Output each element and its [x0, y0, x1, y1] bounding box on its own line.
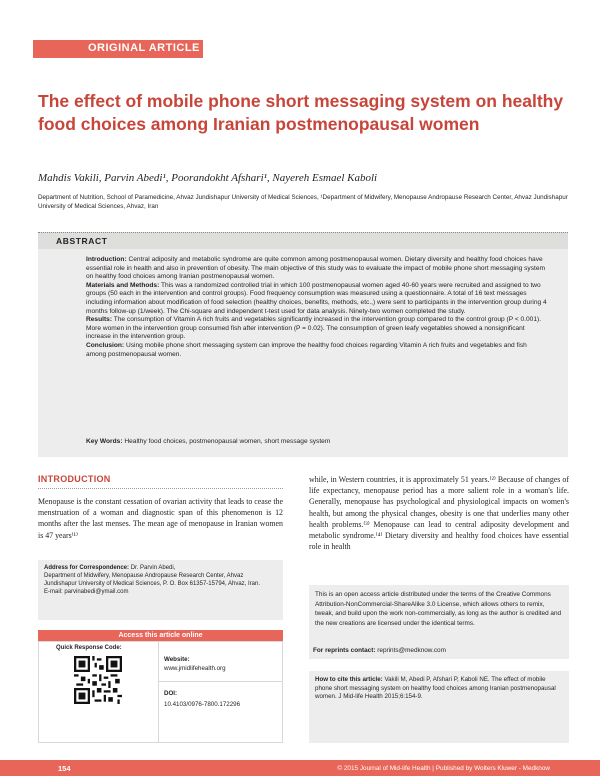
abstract-intro-label: Introduction: [86, 256, 127, 263]
section-label: ORIGINAL ARTICLE [88, 42, 200, 54]
correspondence-address: Department of Midwifery, Menopause Andropause Research Center, Ahvaz Jundishapur University of Medical Sciences, P. O. Box 61357-15794, Ahvaz, Iran. [44, 573, 261, 587]
reprints-email[interactable]: reprints@medknow.com [375, 647, 446, 654]
access-divider-horizontal [158, 681, 283, 682]
doi-label: DOI: [164, 690, 178, 697]
abstract-results-text: The consumption of Vitamin A rich fruits and vegetables significantly increased in the intervention group compared to the control group (P < 0.001). More women in the intervention group consumed fish after intervention (P = 0.02). The consumption of green leafy vegetables showed a nonsignificant increase in the intervention group. [86, 316, 542, 341]
reprints-line [313, 647, 446, 654]
citation-label: How to cite this article: [315, 676, 383, 683]
keywords [86, 438, 548, 445]
correspondence-name: Dr. Parvin Abedi, [129, 565, 176, 571]
abstract-heading: ABSTRACT [56, 236, 108, 246]
abstract-conclusion-label: Conclusion: [86, 341, 125, 349]
website-label: Website: [164, 656, 190, 663]
correspondence-label: Address for Correspondence: [44, 565, 130, 571]
reprints-label: For reprints contact: [313, 647, 376, 654]
abstract-methods-text: This was a randomized controlled trial in which 100 postmenopausal women aged 40-60 years were recruited and assigned to two groups (50 each in the intervention and control groups). Food frequency consumption was measured using a questionnaire. A total of 16 text messages including information about modification of food selection (healthy choices, benefits, methods, etc.,) were sent to participants in the intervention group during 4 months follow-up (1/week). The Chi-square and independent t-test used for data analysis. Ninety-two women completed the study. [86, 281, 547, 315]
abstract-body [86, 256, 548, 359]
abstract-methods-label: Materials and Methods: [86, 281, 160, 289]
introduction-heading: INTRODUCTION [38, 474, 111, 484]
abstract-conclusion [86, 342, 548, 359]
website-link[interactable]: www.jmidlifehealth.org [164, 665, 226, 672]
qr-code[interactable] [74, 656, 122, 704]
abstract-methods [86, 282, 548, 316]
keywords-label: Key Words: [86, 438, 123, 445]
license-text: This is an open access article distributed under the terms of the Creative Commons Attribution-NonCommercial-ShareAlike 3.0 License, which allows others to remix, tweak, and build upon the work non-commercially, as long as the author is credited and the new creations are licensed under the identical terms. [315, 591, 562, 627]
citation-text: Vakili M, Abedi P, Afshari P, Kaboli NE. The effect of mobile phone short messaging system on healthy food choices among Iranian postmenopausal women. J Mid-life Health 2015;6:154-9. [315, 676, 556, 701]
correspondence-email[interactable]: E-mail: parvinabedi@ymail.com [44, 589, 129, 595]
abstract-conclusion-text: Using mobile phone short messaging system can improve the healthy food choices regarding Vitamin A rich fruits and vegetables and fish among postmenopausal women. [86, 341, 527, 358]
abstract-header [38, 232, 568, 249]
access-online-header: Access this article online [38, 630, 283, 641]
correspondence-box [38, 560, 283, 620]
access-divider-vertical [158, 641, 159, 743]
citation-box [309, 671, 569, 743]
page-number: 154 [58, 764, 71, 773]
footer-copyright: © 2015 Journal of Mid-life Health | Published by Wolters Kluwer - Medknow [337, 765, 550, 772]
doi-value[interactable]: 10.4103/0976-7800.172296 [164, 701, 241, 708]
section-divider [38, 488, 283, 489]
qr-code-icon [74, 656, 122, 704]
article-title: The effect of mobile phone short messaging system on healthy food choices among Iranian postmenopausal women [38, 91, 564, 134]
abstract-introduction [86, 256, 548, 282]
keywords-text: Healthy food choices, postmenopausal women, short message system [122, 438, 331, 445]
abstract-intro-text: Central adiposity and metabolic syndrome are quite common among postmenopausal women. Dietary diversity and healthy food choices have essential role in health and also in prevention of obesity. The main objective of this study was to evaluate the impact of mobile phone short messaging system on healthy food choices among Iranian postmenopausal women. [86, 256, 546, 281]
affiliations: Department of Nutrition, School of Paramedicine, Ahvaz Jundishapur University of Medical Sciences, ¹Department of Midwifery, Menopause Andropause Research Center, Ahvaz Jundishapur University of Medical Sciences, Ahvaz, Iran [38, 194, 568, 210]
abstract-results-label: Results: [86, 316, 113, 324]
introduction-left-text: Menopause is the constant cessation of ovarian activity that leads to cease the menstruation of a woman and diagnostic span of this phenomenon is 12 months after the last menses. The mean age of menopause in Iranian women is 47 years⁽¹⁾ [38, 497, 283, 540]
introduction-right-text: while, in Western countries, it is approximately 51 years.⁽²⁾ Because of changes of life expectancy, menopause period has a more salient role in a woman's life. Generally, menopause has psychological and physiological impacts on women's health, but among the physical changes, obesity is one that underlies many other health problems.⁽³⁾ Menopause can lead to central adiposity development and metabolic syndrome.⁽⁴⁾ Dietary diversity and healthy food choices have essential role in health [309, 475, 569, 552]
author-list: Mahdis Vakili, Parvin Abedi¹, Poorandokht Afshari¹, Nayereh Esmael Kaboli [38, 172, 378, 184]
qr-code-label: Quick Response Code: [56, 645, 122, 651]
abstract-results [86, 316, 548, 342]
correspondence-title [44, 564, 277, 572]
